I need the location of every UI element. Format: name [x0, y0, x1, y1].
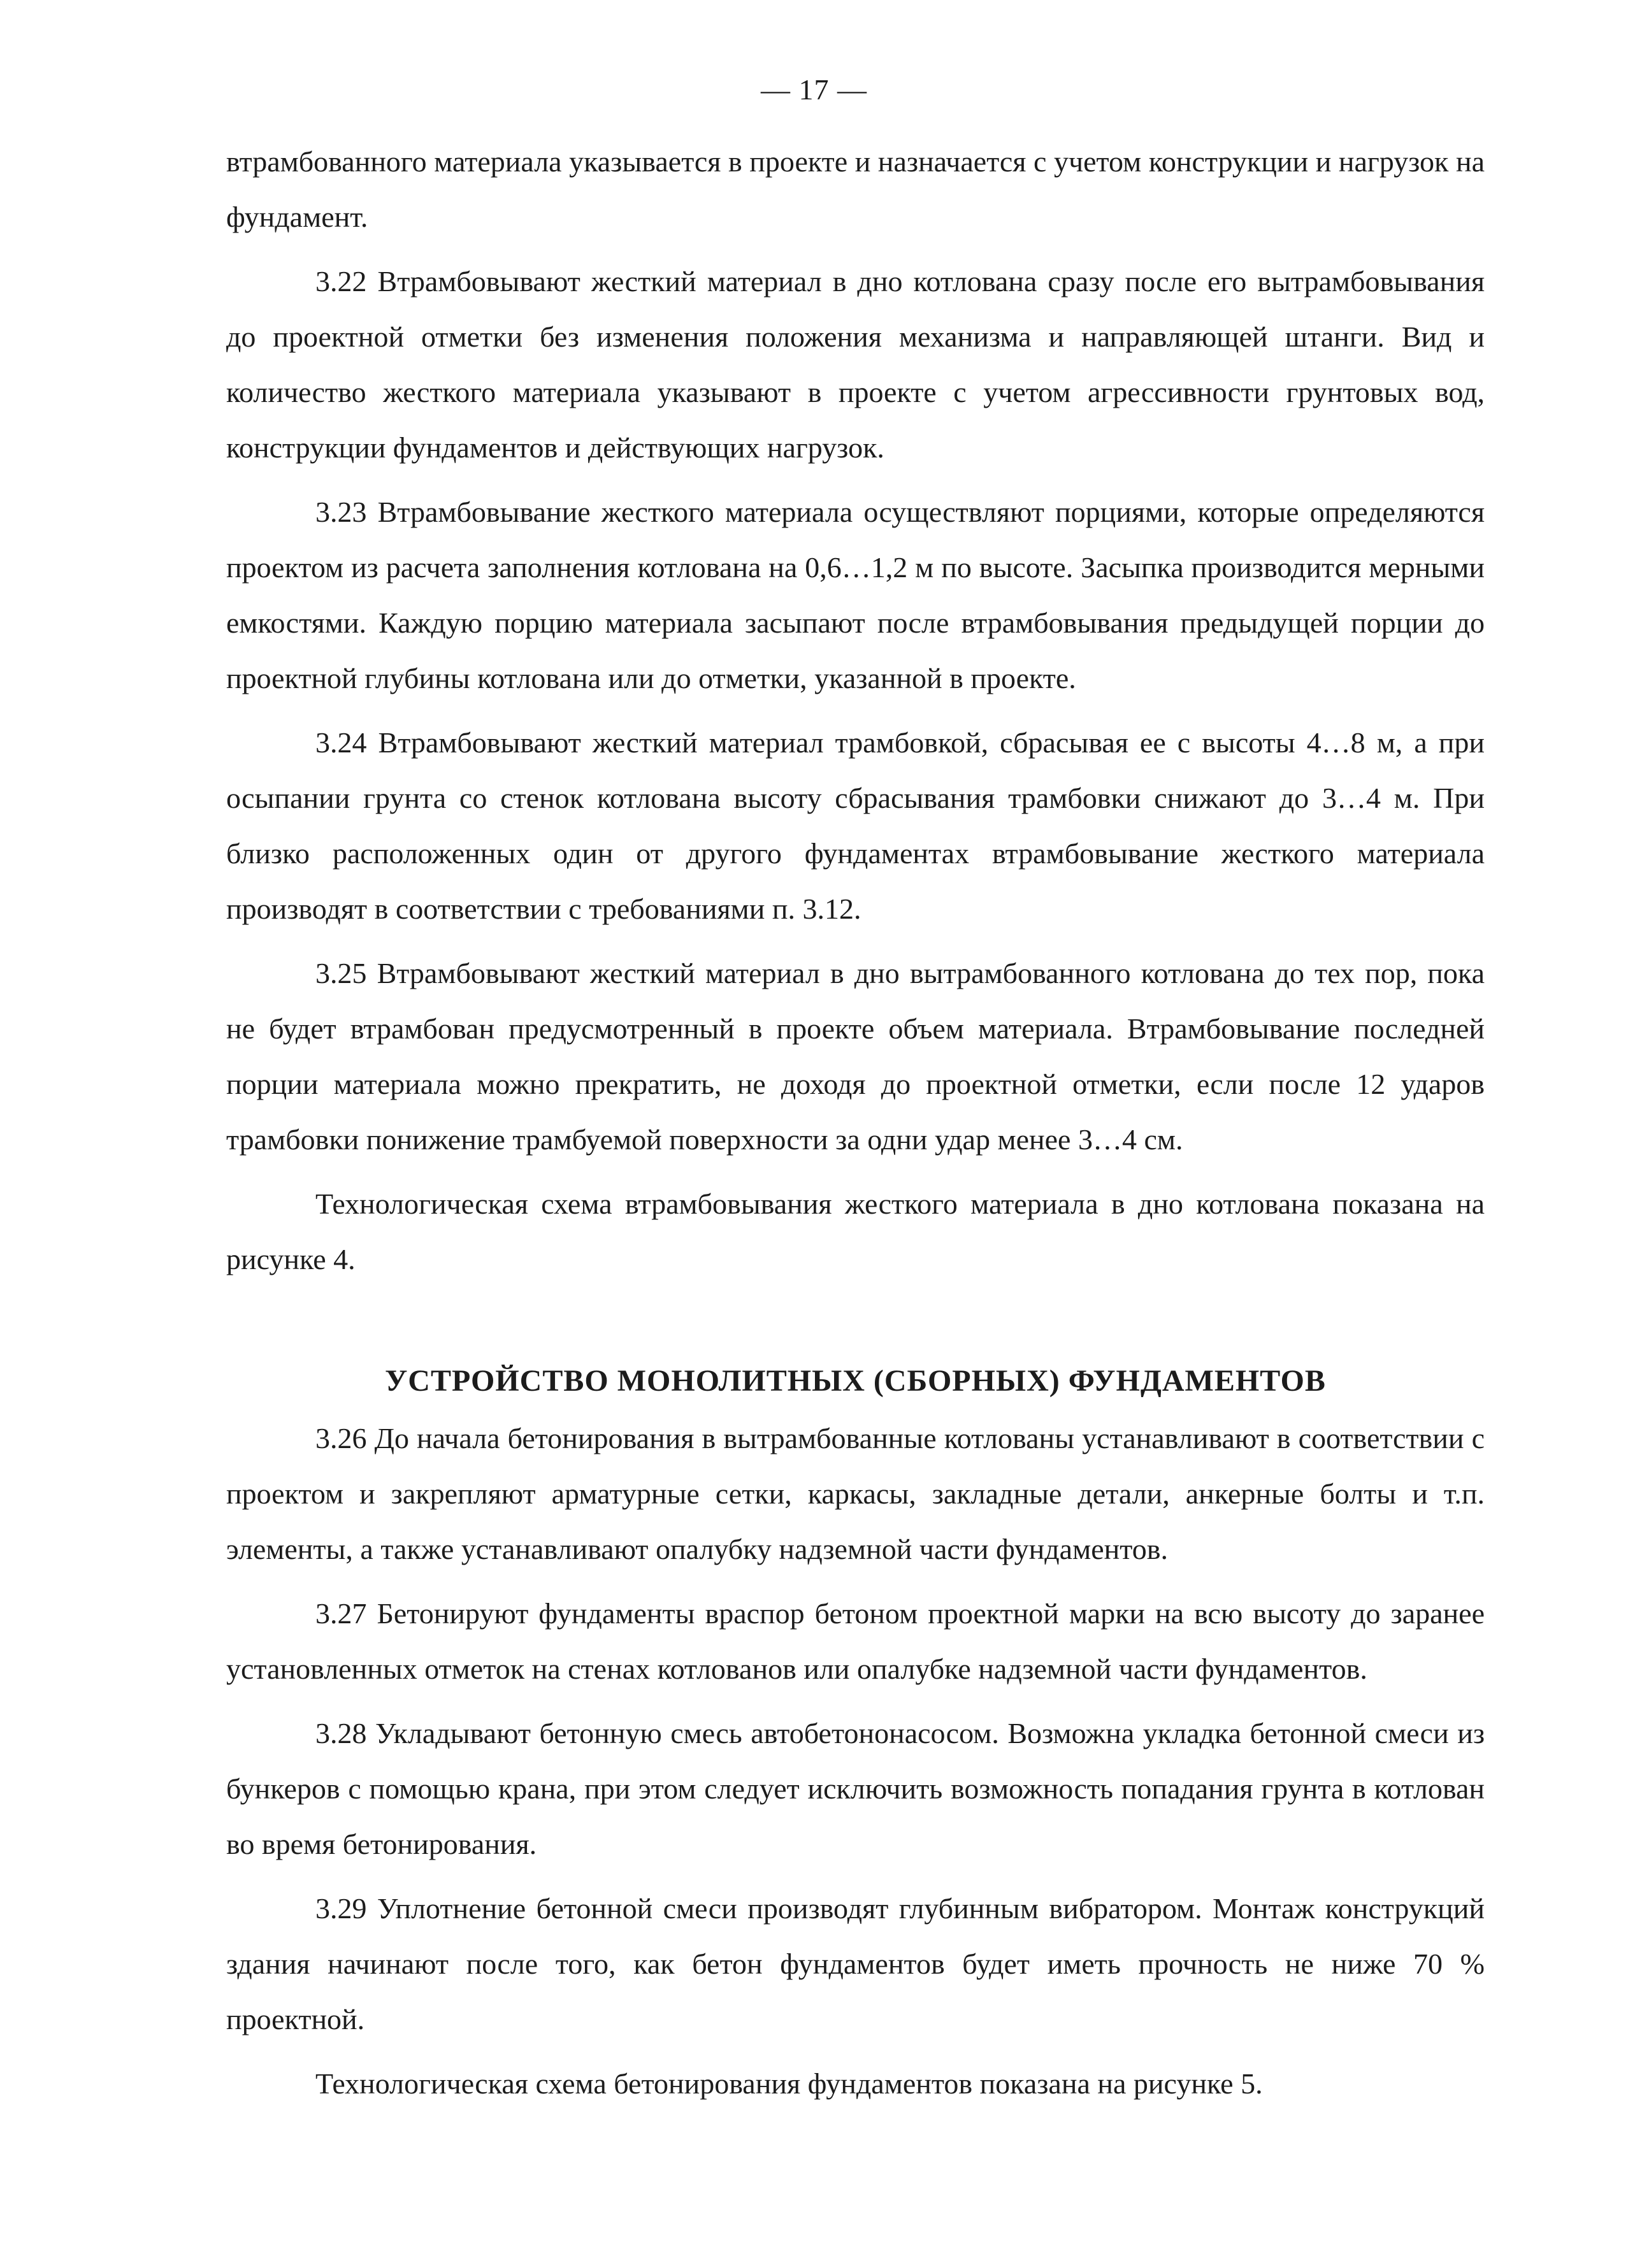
page-number: — 17 —: [761, 73, 867, 106]
paragraph-continuation: втрамбованного материала указывается в проекте и назначается с учетом конструкции и нагрузок на фундамент.: [226, 145, 1485, 233]
paragraph-3-25: 3.25 Втрамбовывают жесткий материал в дно вытрамбованного котлована до тех пор, пока не будет втрамбован предусмотренный в проекте объем материала. Втрамбовывание последней порции материала можно прекратить, не доходя до проектной отметки, если после 12 ударов трамбовки понижение трамбуемой поверхности за одни удар менее 3…4 см.: [226, 957, 1485, 1156]
document-body: [226, 134, 1485, 2120]
paragraph-3-28: 3.28 Укладывают бетонную смесь автобетононасосом. Возможна укладка бетонной смеси из бункеров с помощью крана, при этом следует исключить возможность попадания грунта в котлован во время бетонирования.: [226, 1717, 1485, 1860]
paragraph-figure-4-ref: Технологическая схема втрамбовывания жесткого материала в дно котлована показана на рисунке 4.: [226, 1188, 1485, 1275]
paragraph-3-26: 3.26 До начала бетонирования в вытрамбованные котлованы устанавливают в соответствии с проектом и закрепляют арматурные сетки, каркасы, закладные детали, анкерные болты и т.п. элементы, а также устанавливают опалубку надземной части фундаментов.: [226, 1422, 1485, 1565]
paragraph-figure-5-ref: Технологическая схема бетонирования фундаментов показана на рисунке 5.: [315, 2067, 1263, 2100]
paragraph-3-24: 3.24 Втрамбовывают жесткий материал трамбовкой, сбрасывая ее с высоты 4…8 м, а при осыпании грунта со стенок котлована высоту сбрасывания трамбовки снижают до 3…4 м. При близко расположенных один от другого фундаментах втрамбовывание жесткого материала производят в соответствии с требованиями п. 3.12.: [226, 726, 1485, 925]
paragraph-3-23: 3.23 Втрамбовывание жесткого материала осуществляют порциями, которые определяются проектом из расчета заполнения котлована на 0,6…1,2 м по высоте. Засыпка производится мерными емкостями. Каждую порцию материала засыпают после втрамбовывания предыдущей порции до проектной глубины котлована или до отметки, указанной в проекте.: [226, 496, 1485, 694]
paragraph-3-29: 3.29 Уплотнение бетонной смеси производят глубинным вибратором. Монтаж конструкций здания начинают после того, как бетон фундаментов будет иметь прочность не ниже 70 % проектной.: [226, 1892, 1485, 2035]
paragraph-3-22: 3.22 Втрамбовывают жесткий материал в дно котлована сразу после его вытрамбовывания до проектной отметки без изменения положения механизма и направляющей штанги. Вид и количество жесткого материала указывают в проекте с учетом агрессивности грунтовых вод, конструкции фундаментов и действующих нагрузок.: [226, 265, 1485, 464]
paragraph-3-27: 3.27 Бетонируют фундаменты враспор бетоном проектной марки на всю высоту до заранее установленных отметок на стенах котлованов или опалубке надземной части фундаментов.: [226, 1597, 1485, 1685]
section-heading: УСТРОЙСТВО МОНОЛИТНЫХ (СБОРНЫХ) ФУНДАМЕНТОВ: [385, 1364, 1326, 1398]
